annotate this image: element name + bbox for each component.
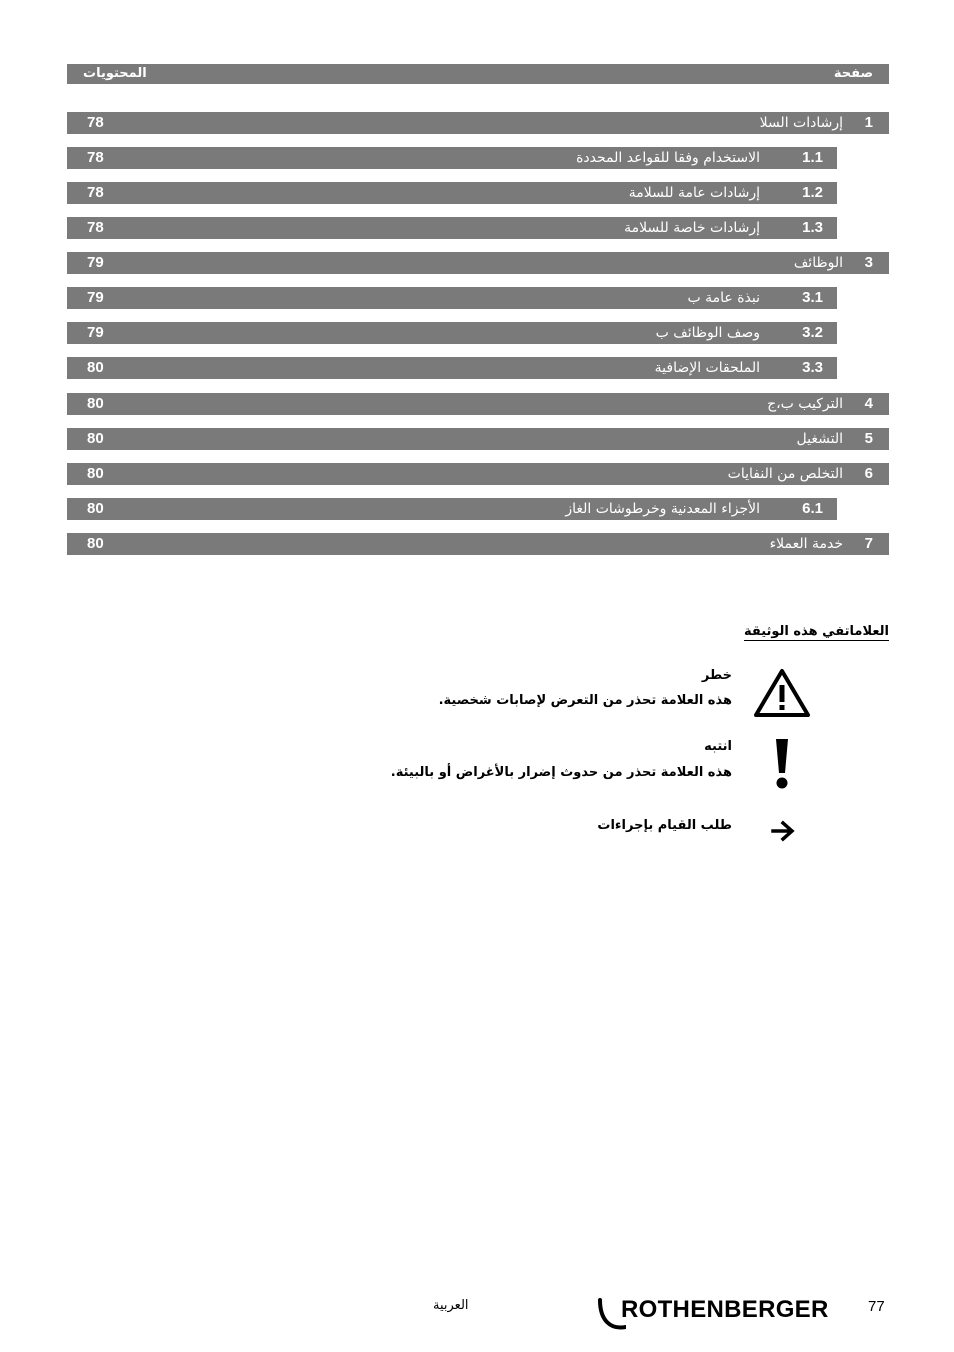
toc-title: الاستخدام وفقا للقواعد المحددة: [576, 150, 760, 166]
toc-number: 7: [864, 535, 873, 552]
toc-number: 5: [864, 430, 873, 447]
toc-title: إرشادات عامة للسلامة: [628, 185, 760, 201]
toc-header-bar: [67, 64, 889, 84]
toc-row[interactable]: [67, 287, 837, 309]
toc-row[interactable]: [67, 533, 889, 555]
toc-title: خدمة العملاء: [769, 536, 843, 552]
toc-page: 80: [87, 465, 104, 482]
legend-title: العلاماتفي هذه الوثيقة: [743, 624, 889, 639]
toc-row[interactable]: [67, 217, 837, 239]
warning-triangle-icon: [753, 668, 811, 718]
toc-number: 6.1: [802, 500, 823, 517]
toc-page: 78: [87, 219, 104, 236]
toc-row[interactable]: [67, 252, 889, 274]
toc-title: إرشادات خاصة للسلامة: [624, 220, 760, 236]
toc-title: نبذة عامة ب: [687, 290, 760, 306]
exclamation-icon: [772, 738, 792, 790]
danger-text: هذه العلامة تحذر من التعرض لإصابات شخصية.: [438, 693, 732, 708]
toc-page: 80: [87, 430, 104, 447]
toc-title: الملحقات الإضافية: [654, 360, 760, 376]
toc-page: 80: [87, 359, 104, 376]
toc-number: 3.3: [802, 359, 823, 376]
toc-row[interactable]: [67, 498, 837, 520]
page-column-label: صفحة: [833, 66, 873, 81]
toc-number: 1: [864, 114, 873, 131]
toc-title: وصف الوظائف ب: [655, 325, 760, 341]
toc-page: 80: [87, 395, 104, 412]
danger-heading: خطر: [701, 668, 732, 683]
toc-title: الوظائف: [793, 255, 843, 271]
toc-page: 80: [87, 500, 104, 517]
footer-language: العربية: [433, 1298, 469, 1313]
toc-title: إرشادات السلا: [759, 115, 843, 131]
toc-row[interactable]: [67, 357, 837, 379]
toc-page: 78: [87, 184, 104, 201]
arrow-right-icon: [771, 820, 797, 842]
toc-title: التركيب ب،ج: [767, 396, 843, 412]
caution-heading: انتبه: [704, 739, 732, 754]
toc-title: الأجزاء المعدنية وخرطوشات الغاز: [565, 501, 760, 517]
toc-row[interactable]: [67, 147, 837, 169]
toc-number: 6: [864, 465, 873, 482]
caution-text: هذه العلامة تحذر من حدوث إضرار بالأغراض أو بالبيئة.: [390, 765, 732, 780]
toc-title: التخلص من النفايات: [727, 466, 843, 482]
action-text: طلب القيام بإجراءات: [597, 818, 732, 833]
toc-title: التشغيل: [796, 431, 843, 447]
toc-number: 1.2: [802, 184, 823, 201]
toc-page: 78: [87, 149, 104, 166]
toc-row[interactable]: [67, 463, 889, 485]
page-number: 77: [868, 1298, 885, 1315]
toc-number: 3.1: [802, 289, 823, 306]
toc-page: 79: [87, 254, 104, 271]
toc-page: 80: [87, 535, 104, 552]
toc-number: 3.2: [802, 324, 823, 341]
toc-row[interactable]: [67, 428, 889, 450]
toc-page: 79: [87, 289, 104, 306]
brand-logo: [596, 1294, 836, 1334]
contents-label: المحتويات: [83, 66, 147, 81]
brand-name: ROTHENBERGER: [621, 1296, 829, 1323]
toc-row[interactable]: [67, 112, 889, 134]
toc-row[interactable]: [67, 393, 889, 415]
toc-number: 3: [864, 254, 873, 271]
toc-row[interactable]: [67, 182, 837, 204]
toc-page: 78: [87, 114, 104, 131]
toc-number: 4: [864, 395, 873, 412]
toc-number: 1.1: [802, 149, 823, 166]
toc-row[interactable]: [67, 322, 837, 344]
toc-page: 79: [87, 324, 104, 341]
toc-number: 1.3: [802, 219, 823, 236]
